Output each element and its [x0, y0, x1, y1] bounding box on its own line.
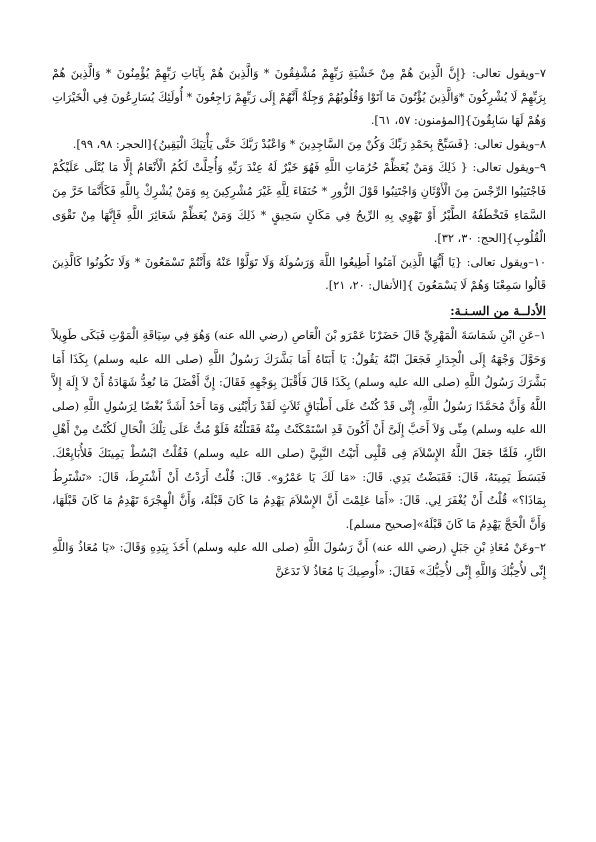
verse-paragraph-9: ٩–ويقول تعالى: { ذَلِكَ وَمَنْ يُعَظِّمْ حُرُمَاتِ اللَّهِ فَهُوَ خَيْرٌ لَهُ عِنْدَ رَبِّهِ وَأُحِلَّتْ لَكُمُ الْأَنْعَامُ إِلَّا مَا يُتْلَى عَلَيْكُمْ فَاجْتَنِبُوا الرِّجْسَ مِنَ الْأَوْثَانِ وَاجْتَنِبُوا قَوْلَ الزُّورِ * حُنَفَاءَ لِلَّهِ غَيْرَ مُشْرِكِينَ بِهِ وَمَنْ يُشْرِكْ بِاللَّهِ فَكَأَنَّمَا خَرَّ مِنَ السَّمَاءِ فَتَخْطَفُهُ الطَّيْرُ أَوْ تَهْوِي بِهِ الرِّيحُ فِي مَكَانٍ سَحِيقٍ * ذَلِكَ وَمَنْ يُعَظِّمْ شَعَائِرَ اللَّهِ فَإِنَّهَا مِنْ تَقْوَى الْقُلُوبِ}[الحج: ٣٠، ٣٢]. — [52, 161, 546, 246]
document-page — [52, 62, 546, 583]
section-heading-text: الأدلــة من السـنـة: — [450, 303, 546, 318]
hadith-paragraph-1: ١–عَنِ ابْنِ شَمَاسَةَ الْمَهْرِيِّ قَالَ حَضَرْنَا عَمْرَو بْنَ الْعَاصِ (رضي الله عنه) وَهُوَ فِي سِيَاقَةِ الْمَوْتِ فَبَكَى طَوِيلاً وَحَوَّلَ وَجْهَهُ إِلَى الْجِدَارِ فَجَعَلَ ابْنُهُ يَقُولُ: يَا أَبَتَاهُ أَمَا بَشَّرَكَ رَسُولُ اللَّهِ (صلى الله عليه وسلم) بِكَذَا أَمَا بَشَّرَكَ رَسُولُ اللَّهِ (صلى الله عليه وسلم) بِكَذَا قَالَ فَأَقْبَلَ بِوَجْهِهِ فَقَالَ: إِنَّ أَفْضَلَ مَا نُعِدُّ شَهَادَةُ أَنْ لاَ إِلَهَ إِلاَّ اللَّهُ وَأَنَّ مُحَمَّدًا رَسُولُ اللَّهِ، إِنِّى قَدْ كُنْتُ عَلَى أَطْبَاقٍ ثَلاَثٍ لَقَدْ رَأَيْتُنِى وَمَا أَحَدٌ أَشَدَّ بُغْضًا لِرَسُولِ اللَّهِ (صلى الله عليه وسلم) مِنِّى وَلاَ أَحَبَّ إِلَىَّ أَنْ أَكُونَ قَدِ اسْتَمْكَنْتُ مِنْهُ فَقَتَلْتُهُ فَلَوْ مُتُّ عَلَى تِلْكَ الْحَالِ لَكُنْتُ مِنْ أَهْلِ النَّارِ، فَلَمَّا جَعَلَ اللَّهُ الإِسْلاَمَ فِى قَلْبِى أَتَيْتُ النَّبِيَّ (صلى الله عليه وسلم) فَقُلْتُ ابْسُطْ يَمِينَكَ فَلأُبَايِعْكَ. فَبَسَطَ يَمِينَهُ، قَالَ: فَقَبَضْتُ يَدِي. قَالَ: «مَا لَكَ يَا عَمْرُو». قَالَ: قُلْتُ أَرَدْتُ أَنْ أَشْتَرِطَ، قَالَ: «تَشْتَرِطُ بِمَاذَا؟» قُلْتُ أَنْ يُغْفَرَ لِي. قَالَ: «أَمَا عَلِمْتَ أَنَّ الإِسْلاَمَ يَهْدِمُ مَا كَانَ قَبْلَهُ، وَأَنَّ الْهِجْرَةَ تَهْدِمُ مَا كَانَ قَبْلَهَا، وَأَنَّ الْحَجَّ يَهْدِمُ مَا كَانَ قَبْلَهُ»[صحيح مسلم]. — [52, 328, 546, 531]
hadith-paragraph-2: ٢–وعَنْ مُعَاذِ بْنِ جَبَلٍ (رضي الله عنه) أَنَّ رَسُولَ اللَّهِ (صلى الله عليه وسلم) أَخَذَ بِيَدِهِ وَقَالَ: «يَا مُعَاذُ وَاللَّهِ إِنِّى لأُحِبُّكَ وَاللَّهِ إِنِّى لأُحِبُّكَ» فَقَالَ: «أُوصِيكَ يَا مُعَاذُ لاَ تَدَعَنَّ — [52, 541, 546, 578]
section-heading — [52, 298, 546, 324]
verse-paragraph-7: ٧–ويقول تعالى: {إِنَّ الَّذِينَ هُمْ مِنْ خَشْيَةِ رَبِّهِمْ مُشْفِقُونَ * وَالَّذِينَ هُمْ بِآيَاتِ رَبِّهِمْ يُؤْمِنُونَ * وَالَّذِينَ هُمْ بِرَبِّهِمْ لَا يُشْرِكُونَ *وَالَّذِينَ يُؤْتُونَ مَا آتَوْا وَقُلُوبُهُمْ وَجِلَةٌ أَنَّهُمْ إِلَى رَبِّهِمْ رَاجِعُونَ * أُولَئِكَ يُسَارِعُونَ فِي الْخَيْرَاتِ وَهُمْ لَهَا سَابِقُونَ}[المؤمنون: ٥٧، ٦١]. — [52, 67, 546, 128]
verse-paragraph-10: ١٠–ويقول تعالى: {يَا أَيُّهَا الَّذِينَ آمَنُوا أَطِيعُوا اللَّهَ وَرَسُولَهُ وَلَا تَوَلَّوْا عَنْهُ وَأَنْتُمْ تَسْمَعُونَ * وَلَا تَكُونُوا كَالَّذِينَ قَالُوا سَمِعْنَا وَهُمْ لَا يَسْمَعُونَ }[الأنفال: ٢٠، ٢١]. — [52, 255, 546, 293]
verse-paragraph-8: ٨–ويقول تعالى: {فَسَبِّحْ بِحَمْدِ رَبِّكَ وَكُنْ مِنَ السَّاجِدِينَ * وَاعْبُدْ رَبَّكَ حَتَّى يَأْتِيَكَ الْيَقِينُ}[الحجر: ٩٨، ٩٩]. — [72, 137, 546, 151]
